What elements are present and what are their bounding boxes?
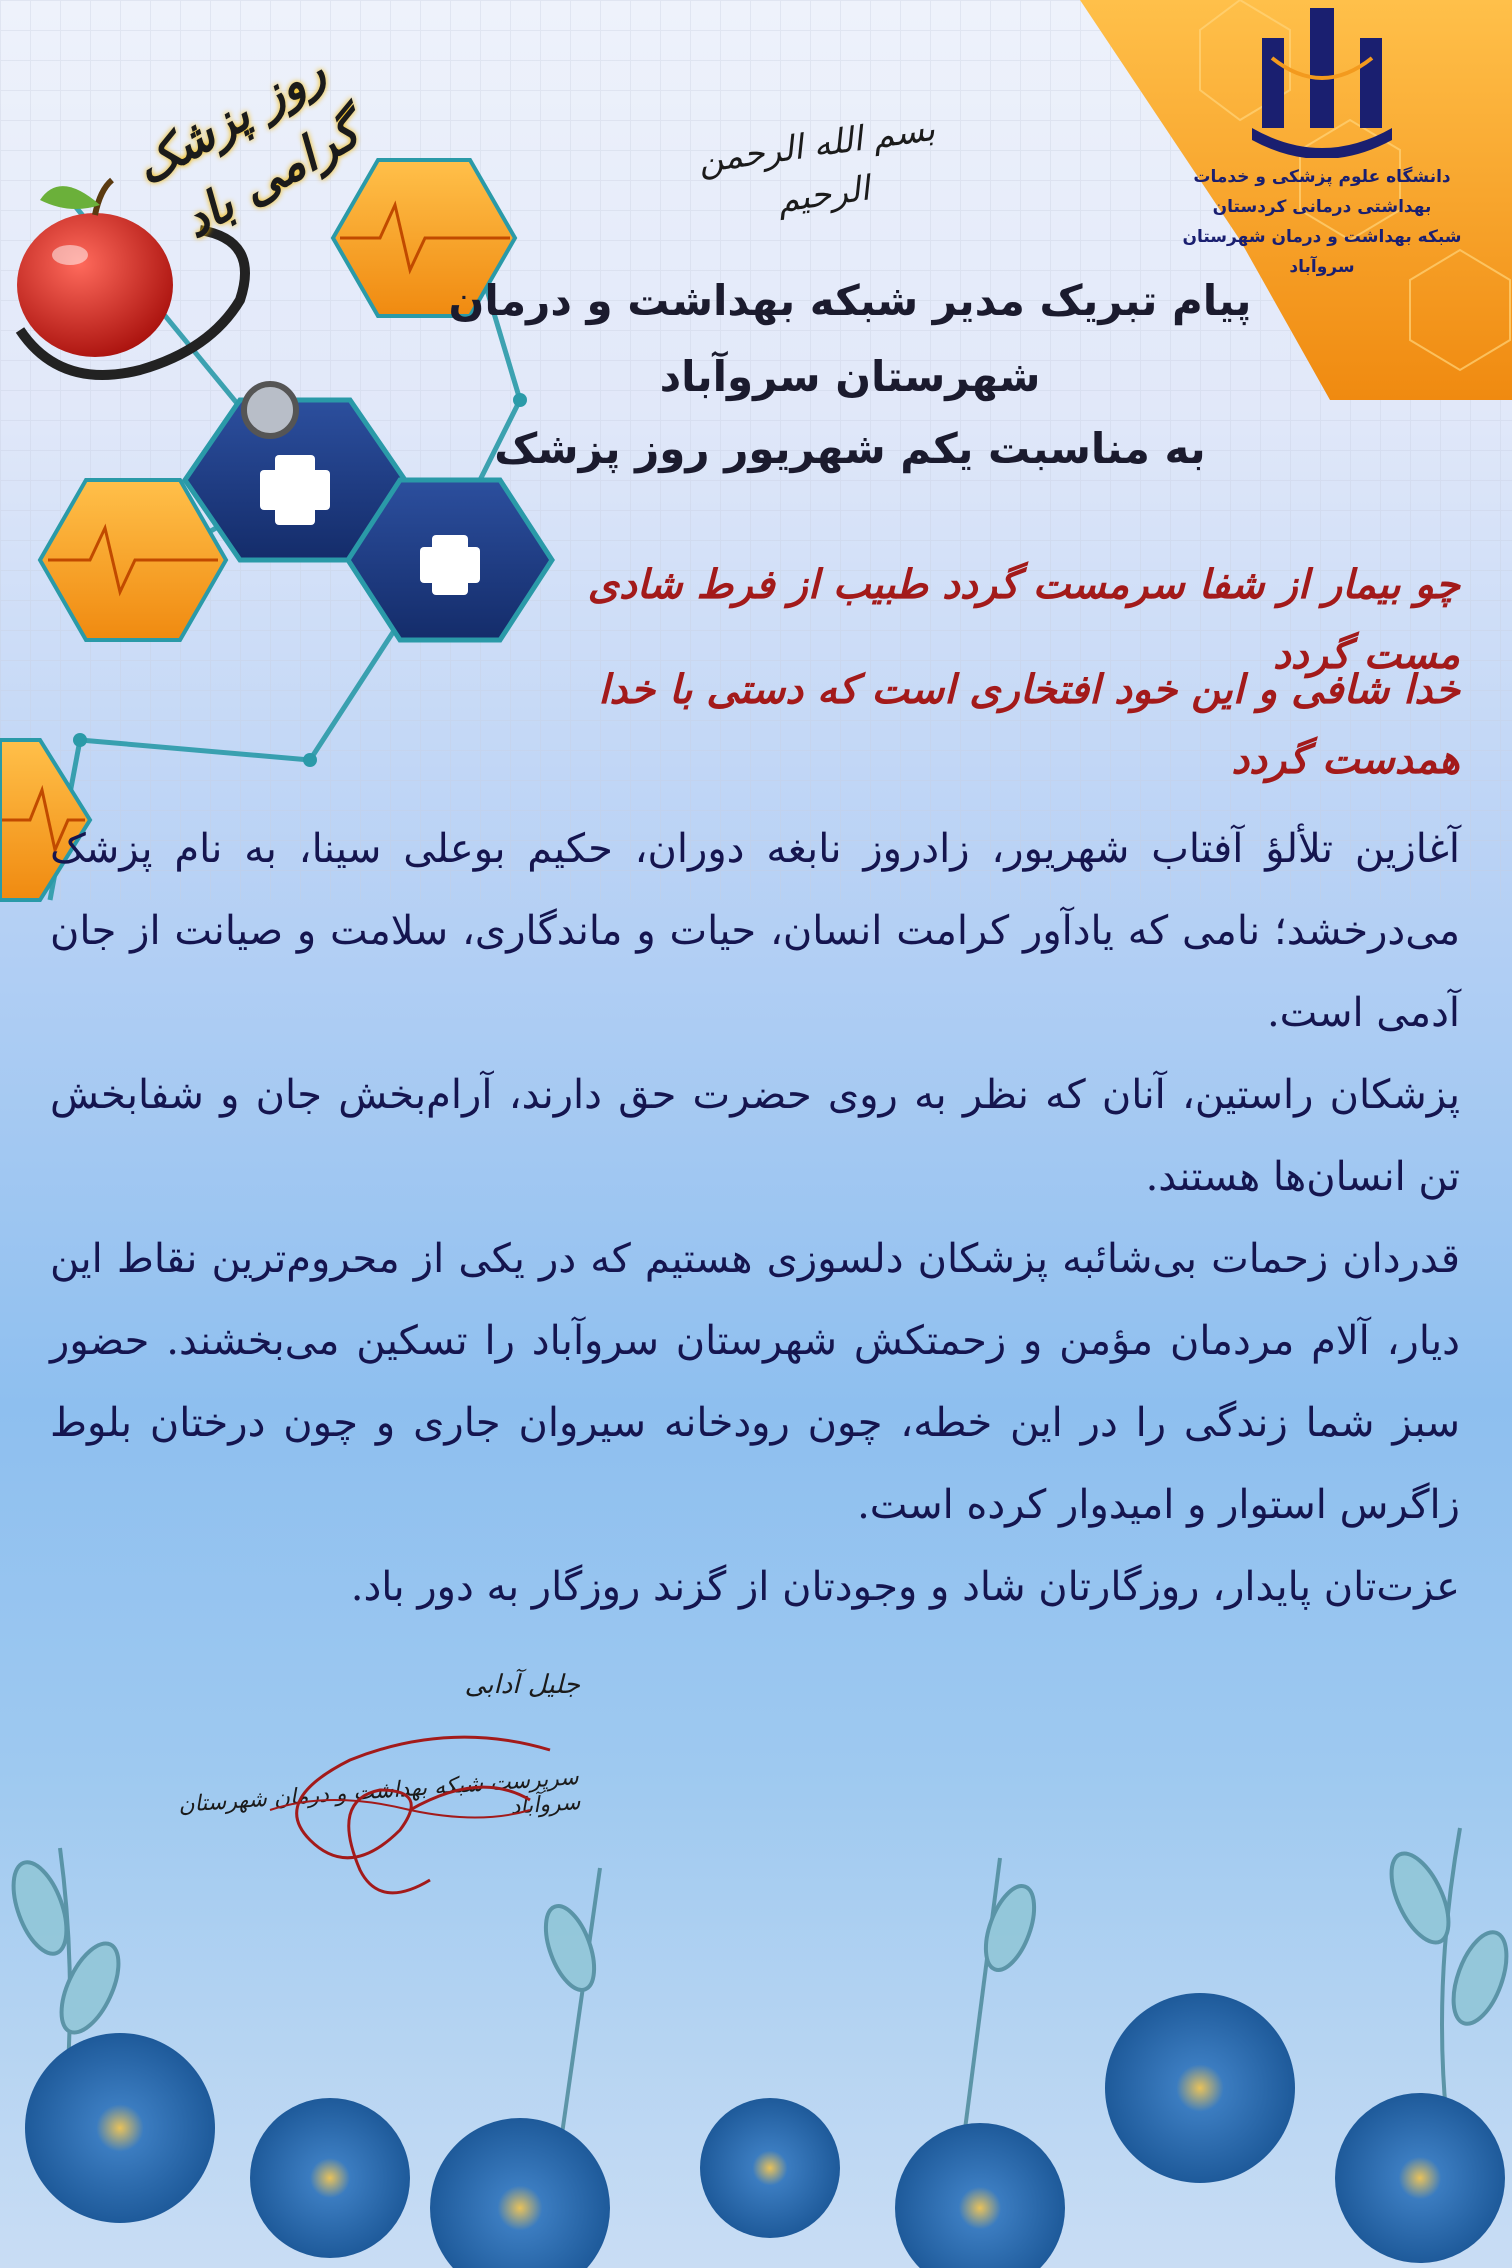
logo-text-university: دانشگاه علوم پزشکی و خدمات بهداشتی درمانی کردستان [1193,167,1451,217]
body-paragraph: پزشکان راستین، آنان که نظر به روی حضرت حق دارند، آرام‌بخش جان و شفابخش تن انسان‌ها هستند. [50,1072,1460,1200]
heading-line-1: پیام تبریک مدیر شبکه بهداشت و درمان [448,276,1252,325]
body-paragraph: آغازین تلألؤ آفتاب شهریور، زادروز نابغه دوران، حکیم بوعلی سینا، به نام پزشک می‌درخشد؛ نامی که یادآور کرامت انسان، حیات و ماندگاری، سلامت و صیانت از جان آدمی است. [50,826,1460,1036]
basmala-text: بسم الله الرحمن الرحیم [695,108,938,221]
logo-text-network: شبکه بهداشت و درمان شهرستان سروآباد [1182,227,1462,277]
body-paragraph: قدردان زحمات بی‌شائبه پزشکان دلسوزی هستیم که در یکی از محروم‌ترین نقاط این دیار، آلام مردمان مؤمن و زحمتکش شهرستان سروآباد را تسکین می‌بخشند. حضور سبز شما زندگی را در این خطه، چون رودخانه سیروان جاری و چون درختان بلوط زاگرس استوار و امیدوار کرده است. [50,1236,1460,1528]
signatory-title: سرپرست شبکه بهداشت و درمان شهرستان سروآباد [177,1765,582,1820]
university-logo [1172,8,1472,288]
logo-emblem-icon [1242,8,1402,158]
message-body [50,808,1460,1628]
poem-line-2: خدا شافی و این خود افتخاری است که دستی با خدا همدست گردد [598,666,1460,783]
body-paragraph: عزت‌تان پایدار، روزگارتان شاد و وجودتان از گزند روزگار به دور باد. [350,1564,1460,1610]
doctor-day-banner [30,20,370,350]
basmala-calligraphy [690,80,950,230]
poem-line-1: چو بیمار از شفا سرمست گردد طبیب از فرط شادی مست گردد [587,561,1460,678]
flower-decoration [0,1748,1512,2268]
heading-line-2: شهرستان سروآباد [659,352,1041,401]
heading-line-3: به مناسبت یکم شهریور روز پزشک [494,424,1206,473]
signatory-name: جلیل آدابی [464,1670,580,1700]
banner-text: روز پزشک گرامی باد [125,42,370,250]
